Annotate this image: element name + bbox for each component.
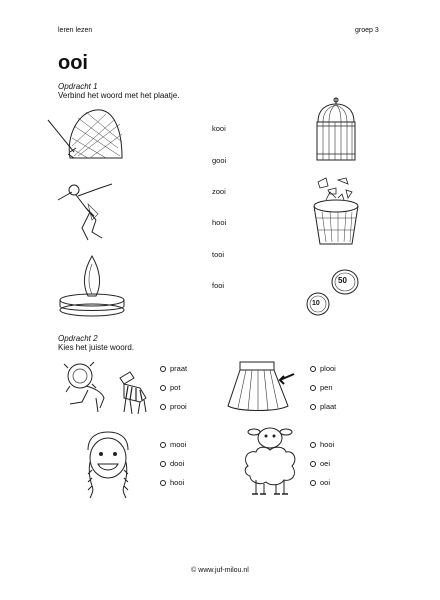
option-mooi[interactable] (160, 440, 186, 449)
lion-zebra-illustration (60, 358, 150, 420)
option-label: prooi (170, 402, 187, 411)
option-label: hooi (320, 440, 335, 449)
radio-circle[interactable] (160, 442, 166, 448)
headdress-illustration (54, 254, 130, 318)
option-label: pot (170, 383, 181, 392)
option-oei[interactable] (310, 459, 330, 468)
coin-10-label: 10 (312, 300, 320, 307)
option-label: oei (320, 459, 331, 468)
option-label: hooi (170, 478, 185, 487)
option-label: mooi (170, 440, 187, 449)
skirt-illustration (226, 360, 296, 416)
word-zooi: zooi (212, 187, 226, 196)
girl-illustration (80, 428, 136, 502)
coin-50-label: 50 (338, 276, 347, 285)
task2-heading: Opdracht 2 (58, 334, 98, 343)
word-hooi: hooi (212, 218, 227, 227)
option-praat[interactable] (160, 364, 187, 373)
radio-circle[interactable] (160, 404, 166, 410)
option-label: praat (170, 364, 188, 373)
option-hooi-2[interactable] (310, 440, 334, 449)
word-gooi: gooi (212, 156, 227, 165)
radio-circle[interactable] (160, 366, 166, 372)
option-label: ooi (320, 478, 331, 487)
sheep-illustration (240, 424, 300, 498)
option-label: plooi (320, 364, 336, 373)
task1-heading: Opdracht 1 (58, 82, 98, 91)
trashcan-illustration (308, 176, 364, 248)
radio-circle[interactable] (310, 442, 316, 448)
birdcage-illustration (314, 96, 358, 164)
option-label: dooi (170, 459, 185, 468)
radio-circle[interactable] (310, 480, 316, 486)
radio-circle[interactable] (310, 366, 316, 372)
option-pot[interactable] (160, 383, 180, 392)
radio-circle[interactable] (310, 461, 316, 467)
footer-credit: © www.juf-milou.nl (191, 567, 249, 574)
option-label: pen (320, 383, 333, 392)
option-label: plaat (320, 402, 337, 411)
radio-circle[interactable] (160, 461, 166, 467)
word-fooi: fooi (212, 281, 225, 290)
option-ooi[interactable] (310, 478, 330, 487)
radio-circle[interactable] (160, 480, 166, 486)
throwing-person-illustration (52, 178, 118, 246)
option-plooi[interactable] (310, 364, 336, 373)
haystack-illustration (44, 106, 126, 162)
radio-circle[interactable] (160, 385, 166, 391)
option-pen[interactable] (310, 383, 333, 392)
option-prooi[interactable] (160, 402, 187, 411)
task2-instruction: Kies het juiste woord. (58, 343, 135, 352)
word-tooi: tooi (212, 250, 225, 259)
word-kooi: kooi (212, 124, 226, 133)
option-plaat[interactable] (310, 402, 336, 411)
radio-circle[interactable] (310, 404, 316, 410)
radio-circle[interactable] (310, 385, 316, 391)
coins-illustration (300, 262, 370, 324)
header-left: leren lezen (58, 27, 93, 34)
option-dooi[interactable] (160, 459, 184, 468)
task1-instruction: Verbind het woord met het plaatje. (58, 91, 180, 100)
header-right: groep 3 (355, 27, 379, 34)
page-title: ooi (58, 52, 88, 74)
option-hooi-1[interactable] (160, 478, 184, 487)
